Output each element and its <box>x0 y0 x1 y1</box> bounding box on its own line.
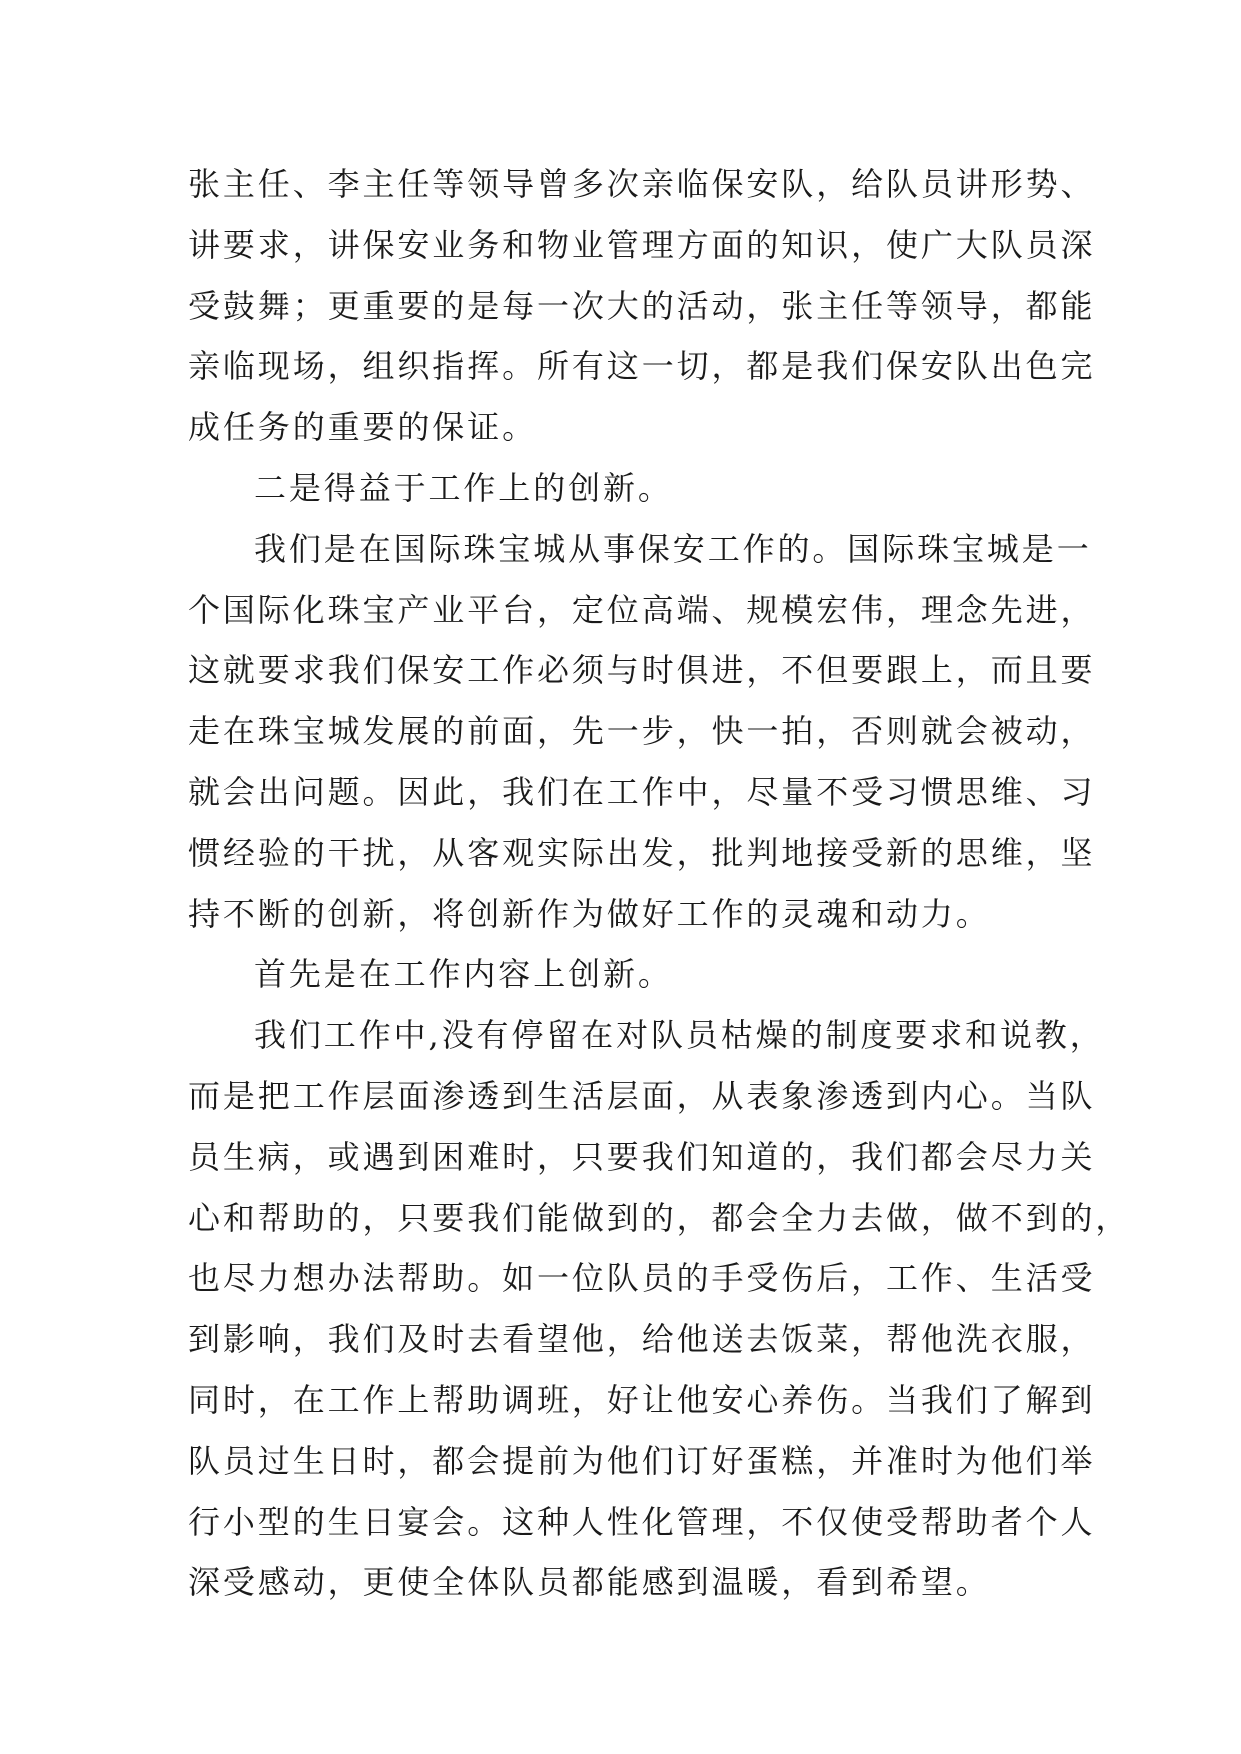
text-line: 这就要求我们保安工作必须与时俱进，不但要跟上，而且要 <box>188 651 1096 690</box>
paragraph-heading-innovation <box>188 458 1068 519</box>
paragraph-leadership-support <box>188 154 1096 458</box>
text-line: 就会出问题。因此，我们在工作中，尽量不受习惯思维、习 <box>188 772 1096 811</box>
paragraph-heading-content-innovation <box>188 944 1068 1005</box>
text-line: 我们是在国际珠宝城从事保安工作的。国际珠宝城是一 <box>254 529 1092 568</box>
text-line: 到影响，我们及时去看望他，给他送去饭菜，帮他洗衣服， <box>188 1320 1096 1359</box>
text-line: 也尽力想办法帮助。如一位队员的手受伤后，工作、生活受 <box>188 1259 1096 1298</box>
text-line: 个国际化珠宝产业平台，定位高端、规模宏伟，理念先进， <box>188 590 1096 629</box>
text-line: 队员过生日时，都会提前为他们订好蛋糕，并准时为他们举 <box>188 1441 1096 1480</box>
text-line: 张主任、李主任等领导曾多次亲临保安队，给队员讲形势、 <box>188 165 1096 203</box>
text-line: 而是把工作层面渗透到生活层面，从表象渗透到内心。当队 <box>188 1076 1096 1115</box>
text-line: 我们工作中,没有停留在对队员枯燥的制度要求和说教， <box>254 1016 1105 1055</box>
text-line: 受鼓舞；更重要的是每一次大的活动，张主任等领导，都能 <box>188 286 1096 325</box>
text-line: 走在珠宝城发展的前面，先一步，快一拍，否则就会被动， <box>188 712 1096 751</box>
text-line: 持不断的创新，将创新作为做好工作的灵魂和动力。 <box>188 894 991 933</box>
paragraph-humanized-management <box>188 1005 1131 1613</box>
text-line: 行小型的生日宴会。这种人性化管理，不仅使受帮助者个人 <box>188 1502 1096 1541</box>
document-body <box>188 154 1131 1613</box>
text-line: 惯经验的干扰，从客观实际出发，批判地接受新的思维，坚 <box>188 833 1096 872</box>
text-line: 二是得益于工作上的创新。 <box>254 468 673 507</box>
text-line: 同时，在工作上帮助调班，好让他安心养伤。当我们了解到 <box>188 1380 1096 1419</box>
text-line: 讲要求，讲保安业务和物业管理方面的知识，使广大队员深 <box>188 225 1096 264</box>
text-line: 员生病，或遇到困难时，只要我们知道的，我们都会尽力关 <box>188 1137 1096 1176</box>
text-line: 心和帮助的，只要我们能做到的，都会全力去做，做不到的， <box>188 1198 1131 1237</box>
text-line: 成任务的重要的保证。 <box>188 408 538 447</box>
text-line: 首先是在工作内容上创新。 <box>254 955 673 994</box>
text-line: 深受感动，更使全体队员都能感到温暖，看到希望。 <box>188 1563 991 1602</box>
text-line: 亲临现场，组织指挥。所有这一切，都是我们保安队出色完 <box>188 347 1096 386</box>
paragraph-jewelry-city <box>188 519 1096 945</box>
